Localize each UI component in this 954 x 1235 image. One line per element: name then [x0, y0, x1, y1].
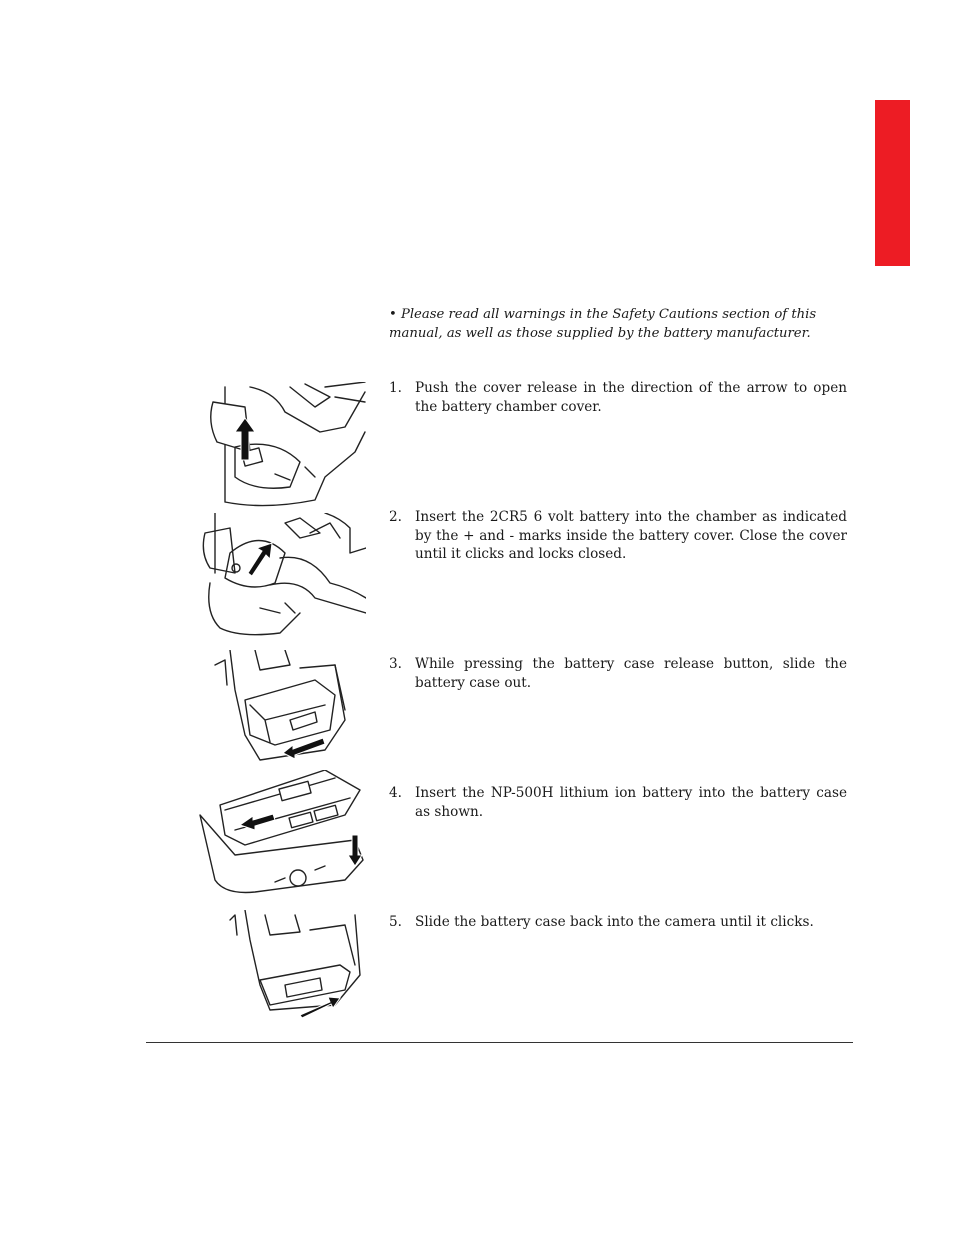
footer-divider [146, 1042, 853, 1043]
step-text: Insert the NP-500H lithium ion battery into the battery case as shown. [415, 785, 847, 820]
illustration-remove-case [205, 650, 355, 765]
illustration-insert-case [225, 910, 370, 1020]
step-3 [389, 655, 847, 692]
step-4 [389, 784, 847, 821]
step-1 [389, 379, 847, 416]
step-text: Push the cover release in the direction of the arrow to open the battery chamber cover. [415, 380, 847, 415]
step-text: Slide the battery case back into the camera until it clicks. [415, 914, 814, 930]
illustration-open-cover [205, 382, 367, 507]
section-tab [875, 100, 910, 266]
step-number: 2. [389, 509, 402, 525]
step-2 [389, 508, 847, 564]
step-5 [389, 913, 847, 932]
illustration-insert-np500h [195, 770, 367, 898]
step-number: 5. [389, 914, 402, 930]
step-text: Insert the 2CR5 6 volt battery into the chamber as indicated by the + and - marks inside the battery cover. Close the cover until it clicks and locks closed. [415, 509, 847, 562]
step-text: While pressing the battery case release button, slide the battery case out. [415, 656, 847, 691]
step-number: 4. [389, 785, 402, 801]
step-number: 1. [389, 380, 402, 396]
safety-note: • Please read all warnings in the Safety Cautions section of this manual, as well as those supplied by the battery manufacturer. [389, 307, 817, 341]
illustration-insert-2cr5 [200, 513, 366, 638]
step-number: 3. [389, 656, 402, 672]
